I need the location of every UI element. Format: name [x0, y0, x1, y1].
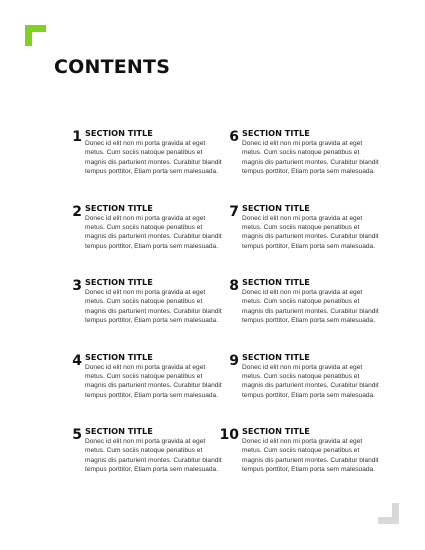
toc-entry-5[interactable] — [60, 426, 222, 501]
toc-heading: SECTION TITLE — [85, 277, 153, 287]
stair-step-icon — [378, 503, 399, 524]
toc-body: Donec id elit non mi porta gravida at eget metus. Cum sociis natoque penatibus et magnis dis parturient montes. Curabitur blandit tempus porttitor, Etiam porta sem malesuada. — [85, 289, 222, 325]
toc-entry-1[interactable] — [60, 128, 222, 203]
toc-body: Donec id elit non mi porta gravida at eget metus. Cum sociis natoque penatibus et magnis dis parturient montes. Curabitur blandit tempus porttitor, Etiam porta sem malesuada. — [242, 363, 379, 399]
toc-body: Donec id elit non mi porta gravida at eget metus. Cum sociis natoque penatibus et magnis dis parturient montes. Curabitur blandit tempus porttitor, Etiam porta sem malesuada. — [85, 363, 222, 399]
toc-number: 4 — [72, 352, 82, 369]
toc-number: 2 — [72, 203, 82, 220]
toc-body: Donec id elit non mi porta gravida at eget metus. Cum sociis natoque penatibus et magnis dis parturient montes. Curabitur blandit tempus porttitor, Etiam porta sem malesuada. — [242, 214, 379, 250]
stair-step-shape — [378, 503, 399, 524]
toc-entry-6[interactable] — [217, 128, 379, 203]
toc-body: Donec id elit non mi porta gravida at eget metus. Cum sociis natoque penatibus et magnis dis parturient montes. Curabitur blandit tempus porttitor, Etiam porta sem malesuada. — [242, 438, 379, 474]
toc-number: 7 — [229, 203, 239, 220]
toc-entry-10[interactable] — [217, 426, 379, 501]
toc-heading: SECTION TITLE — [85, 426, 153, 436]
toc-entry-2[interactable] — [60, 202, 222, 278]
toc-number: 1 — [72, 129, 82, 145]
toc-entry-9[interactable] — [217, 351, 379, 427]
toc-number: 5 — [72, 427, 82, 443]
toc-heading: SECTION TITLE — [242, 426, 310, 436]
toc-body: Donec id elit non mi porta gravida at eget metus. Cum sociis natoque penatibus et magnis dis parturient montes. Curabitur blandit tempus porttitor, Etiam porta sem malesuada. — [242, 289, 379, 325]
toc-number: 9 — [229, 352, 239, 369]
toc-number: 8 — [229, 278, 239, 294]
toc-heading: SECTION TITLE — [85, 128, 153, 138]
toc-entry-8[interactable] — [217, 277, 379, 352]
toc-heading: SECTION TITLE — [85, 202, 153, 213]
toc-heading: SECTION TITLE — [85, 351, 153, 362]
toc-number: 10 — [219, 427, 239, 443]
toc-entry-3[interactable] — [60, 277, 222, 352]
toc-body: Donec id elit non mi porta gravida at eget metus. Cum sociis natoque penatibus et magnis dis parturient montes. Curabitur blandit tempus porttitor, Etiam porta sem malesuada. — [85, 140, 222, 176]
toc-number: 6 — [229, 129, 239, 145]
toc-heading: SECTION TITLE — [242, 277, 310, 287]
toc-entry-7[interactable] — [217, 202, 379, 278]
corner-bracket-shape — [25, 25, 46, 46]
toc-body: Donec id elit non mi porta gravida at eget metus. Cum sociis natoque penatibus et magnis dis parturient montes. Curabitur blandit tempus porttitor, Etiam porta sem malesuada. — [242, 140, 379, 176]
toc-heading: SECTION TITLE — [242, 202, 310, 213]
toc-number: 3 — [72, 278, 82, 294]
toc-entry-4[interactable] — [60, 351, 222, 427]
toc-column-right — [217, 128, 379, 501]
corner-bracket-icon — [25, 25, 46, 46]
toc-body: Donec id elit non mi porta gravida at eget metus. Cum sociis natoque penatibus et magnis dis parturient montes. Curabitur blandit tempus porttitor, Etiam porta sem malesuada. — [85, 438, 222, 474]
toc-heading: SECTION TITLE — [242, 351, 310, 362]
toc-column-left — [60, 128, 222, 501]
page-title: CONTENTS — [54, 56, 171, 78]
toc-heading: SECTION TITLE — [242, 128, 310, 138]
toc-body: Donec id elit non mi porta gravida at eget metus. Cum sociis natoque penatibus et magnis dis parturient montes. Curabitur blandit tempus porttitor, Etiam porta sem malesuada. — [85, 214, 222, 250]
